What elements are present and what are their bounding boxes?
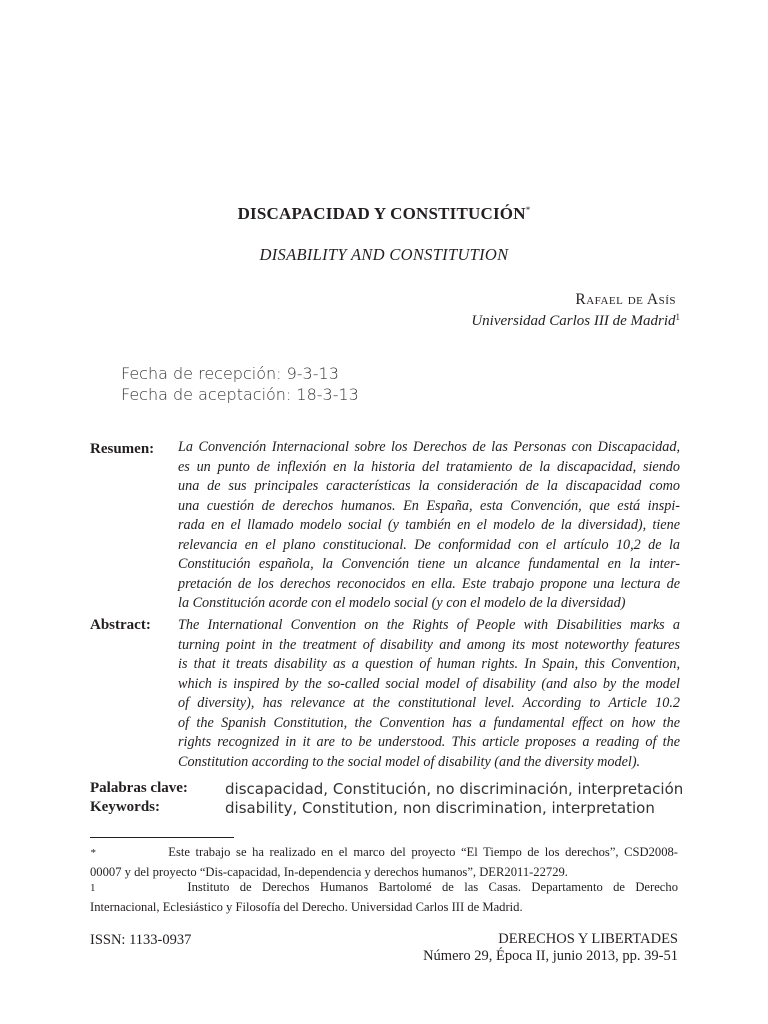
acceptance-date: Fecha de aceptación: 18-3-13: [121, 385, 359, 404]
abstract-label: Abstract:: [90, 617, 151, 633]
footnote-line: [90, 843, 678, 863]
abstract-line: Constitution according to the social model of disability (and the diversity model).: [178, 753, 641, 770]
keywords-label: Keywords:: [90, 799, 160, 815]
abstract-line: of diversity), has relevance at the constitutional level. According to Article 10.2: [178, 695, 680, 711]
abstract-line: which is inspired by the so-called social model of disability (and also by the model: [178, 675, 680, 692]
abstract-text: [178, 616, 680, 772]
footnote-text: Instituto de Derechos Humanos Bartolomé de las Casas. Departamento de Derecho: [187, 880, 678, 894]
resumen-line: La Convención Internacional sobre los Derechos de las Personas con Discapacidad,: [178, 439, 680, 455]
footnote-divider: [90, 837, 234, 838]
footnote: [90, 878, 678, 917]
resumen-line: es un punto de inflexión en la historia del tratamiento de la discapacidad, siendo: [178, 458, 680, 475]
resumen-line: relevancia en el plano constitucional. De conformidad con el artículo 10,2 de la: [178, 536, 680, 553]
article-title: [0, 204, 768, 224]
footnote-line: [90, 878, 678, 898]
resumen-line: la Constitución acorde con el modelo social (y con el modelo de la diversidad): [178, 595, 626, 611]
footnote-text: Este trabajo se ha realizado en el marco del proyecto “El Tiempo de los derechos”, CSD2008-: [168, 845, 679, 859]
footnote-mark: *: [90, 847, 96, 859]
issue-info: Número 29, Época II, junio 2013, pp. 39-51: [423, 948, 678, 964]
journal-name: DERECHOS Y LIBERTADES: [498, 931, 678, 947]
footnote-mark: 1: [90, 882, 96, 894]
abstract-line: is that it treats disability as a question of human rights. In Spain, this Convention,: [178, 656, 680, 672]
footnote-line: Internacional, Eclesiástico y Filosofía del Derecho. Universidad Carlos III de Madrid.: [90, 900, 523, 914]
resumen-label: Resumen:: [90, 441, 155, 457]
palabras-clave-label: Palabras clave:: [90, 780, 188, 796]
palabras-clave-value: discapacidad, Constitución, no discriminación, interpretación: [225, 780, 684, 798]
abstract-line: of the Spanish Constitution, the Convention has a fundamental effect on how the: [178, 714, 680, 731]
resumen-text: [178, 438, 680, 614]
keywords-value: disability, Constitution, non discrimination, interpretation: [225, 799, 655, 817]
reception-date: Fecha de recepción: 9-3-13: [121, 364, 339, 383]
resumen-line: pretación de los derechos reconocidos en ella. Este trabajo propone una lectura de: [178, 575, 680, 592]
abstract-line: The International Convention on the Rights of People with Disabilities marks a: [178, 617, 680, 633]
resumen-line: rada en el llamado modelo social (y también en el modelo de la diversidad), tiene: [178, 517, 680, 533]
article-title-text: DISCAPACIDAD Y CONSTITUCIÓN: [237, 204, 526, 223]
issn: ISSN: 1133-0937: [90, 932, 192, 948]
affiliation-footnote-mark[interactable]: 1: [675, 312, 680, 322]
footnote-line: 00007 y del proyecto “Dis-capacidad, In-dependencia y derechos humanos”, DER2011-22729.: [90, 865, 568, 879]
affiliation-text: Universidad Carlos III de Madrid: [471, 313, 676, 329]
article-subtitle: DISABILITY AND CONSTITUTION: [259, 245, 509, 264]
abstract-line: rights recognized in it are to be understood. This article proposes a reading of the: [178, 734, 680, 750]
author-affiliation: [471, 312, 680, 330]
resumen-line: una cuestión de derechos humanos. En España, esta Convención, que está inspi-: [178, 497, 680, 514]
title-footnote-mark[interactable]: *: [525, 205, 531, 215]
author-name: Rafael de Asís: [575, 291, 676, 308]
resumen-line: Constitución española, la Convención tiene un alcance fundamental en la inter-: [178, 556, 680, 572]
abstract-line: turning point in the treatment of disability and among its most noteworthy features: [178, 636, 680, 653]
resumen-line: una de sus principales características la consideración de la discapacidad como: [178, 478, 680, 494]
footnote: [90, 843, 678, 882]
